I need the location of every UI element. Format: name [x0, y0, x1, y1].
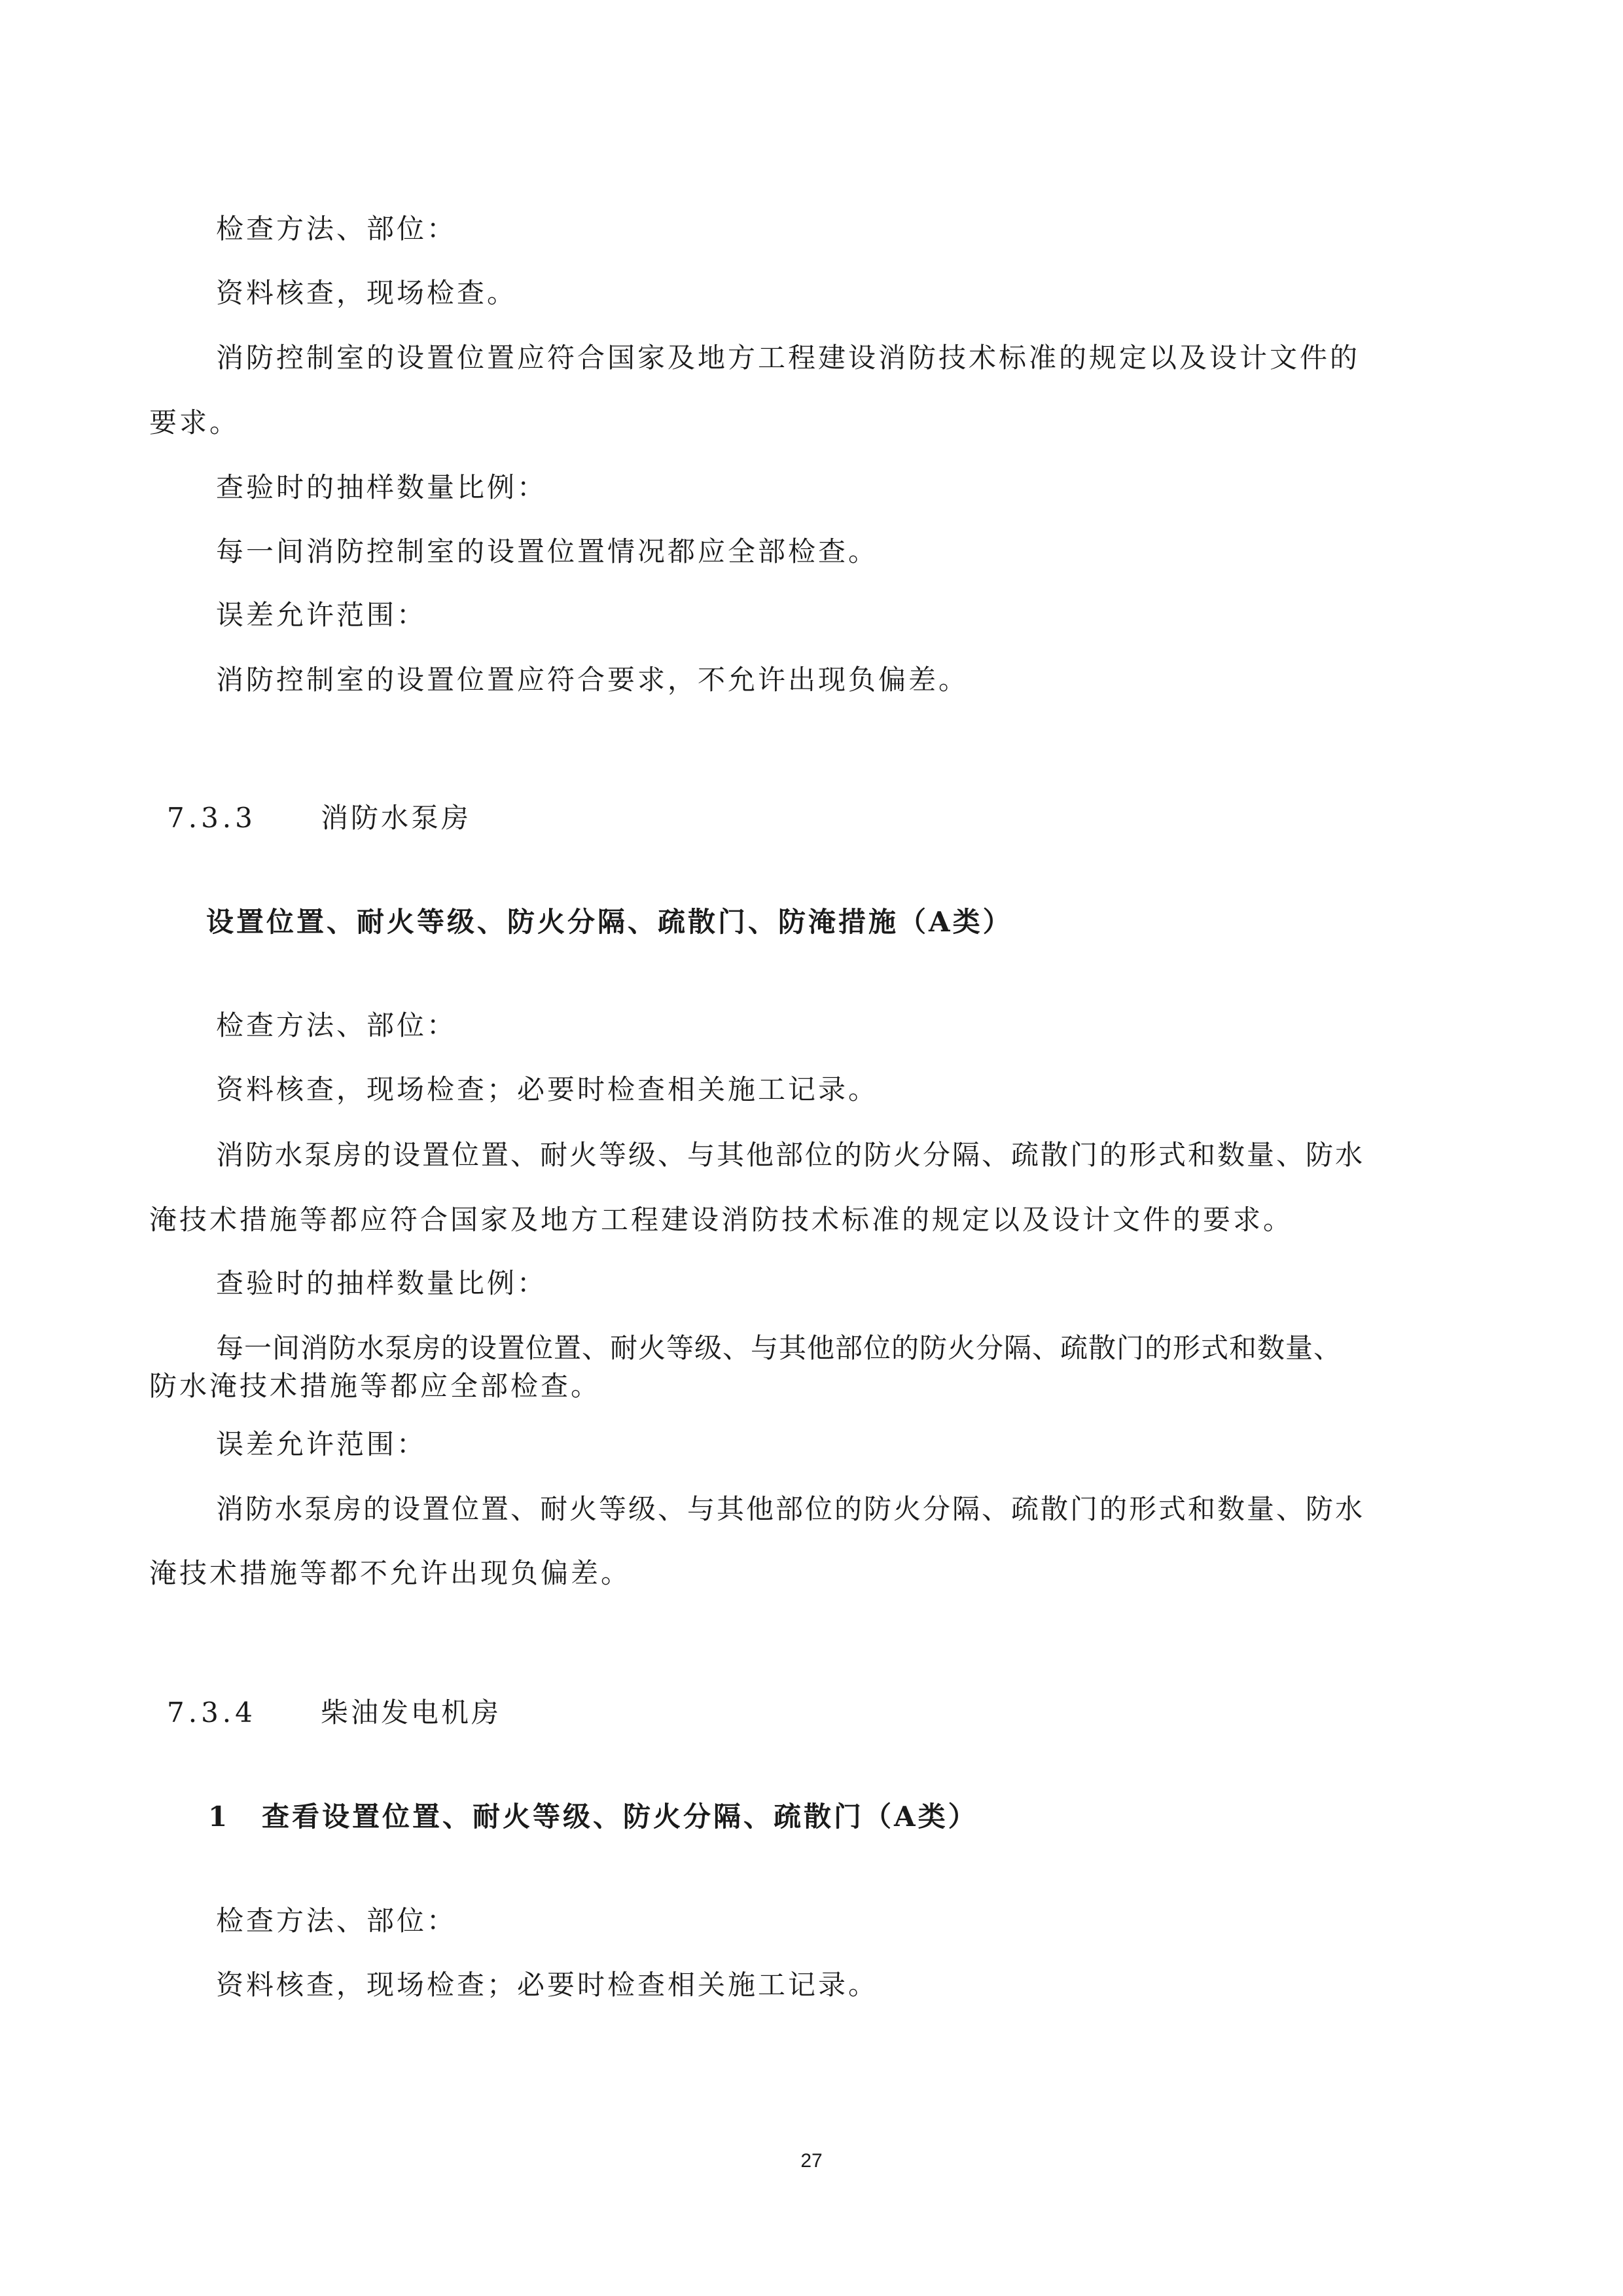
section-title: 柴油发电机房 [321, 1696, 502, 1729]
sampling-line-2: 防水淹技术措施等都应全部检查。 [149, 1370, 601, 1402]
item-heading: 设置位置、耐火等级、防火分隔、疏散门、防淹措施（A类） [206, 906, 1013, 938]
tolerance-label: 误差允许范围： [216, 1428, 427, 1460]
section-number: 7.3.3 [167, 802, 257, 834]
section-number: 7.3.4 [167, 1696, 257, 1729]
page-number: 27 [800, 2150, 823, 2172]
method-text: 资料核查，现场检查。 [216, 277, 518, 309]
section-title: 消防水泵房 [321, 802, 472, 834]
tolerance-label: 误差允许范围： [216, 599, 427, 631]
method-text: 资料核查，现场检查；必要时检查相关施工记录。 [216, 1073, 879, 1105]
requirement-line-1: 消防控制室的设置位置应符合国家及地方工程建设消防技术标准的规定以及设计文件的 [216, 342, 1361, 374]
method-text: 资料核查，现场检查；必要时检查相关施工记录。 [216, 1969, 879, 2001]
tolerance-line-2: 淹技术措施等都不允许出现负偏差。 [149, 1557, 632, 1589]
sampling-label: 查验时的抽样数量比例： [216, 1267, 548, 1299]
item-number: 1 [208, 1801, 230, 1833]
item-heading: 查看设置位置、耐火等级、防火分隔、疏散门（A类） [262, 1801, 978, 1833]
tolerance-line-1: 消防水泵房的设置位置、耐火等级、与其他部位的防火分隔、疏散门的形式和数量、防水 [216, 1493, 1365, 1525]
sampling-text: 每一间消防控制室的设置位置情况都应全部检查。 [216, 535, 879, 567]
requirement-line-2: 要求。 [149, 406, 240, 439]
requirement-line-1: 消防水泵房的设置位置、耐火等级、与其他部位的防火分隔、疏散门的形式和数量、防水 [216, 1139, 1365, 1171]
method-label: 检查方法、部位： [216, 1905, 457, 1937]
requirement-line-2: 淹技术措施等都应符合国家及地方工程建设消防技术标准的规定以及设计文件的要求。 [149, 1204, 1294, 1236]
sampling-line-1: 每一间消防水泵房的设置位置、耐火等级、与其他部位的防火分隔、疏散门的形式和数量、 [216, 1332, 1342, 1364]
method-label: 检查方法、部位： [216, 213, 457, 245]
sampling-label: 查验时的抽样数量比例： [216, 471, 548, 503]
tolerance-text: 消防控制室的设置位置应符合要求，不允许出现负偏差。 [216, 664, 969, 696]
method-label: 检查方法、部位： [216, 1009, 457, 1041]
